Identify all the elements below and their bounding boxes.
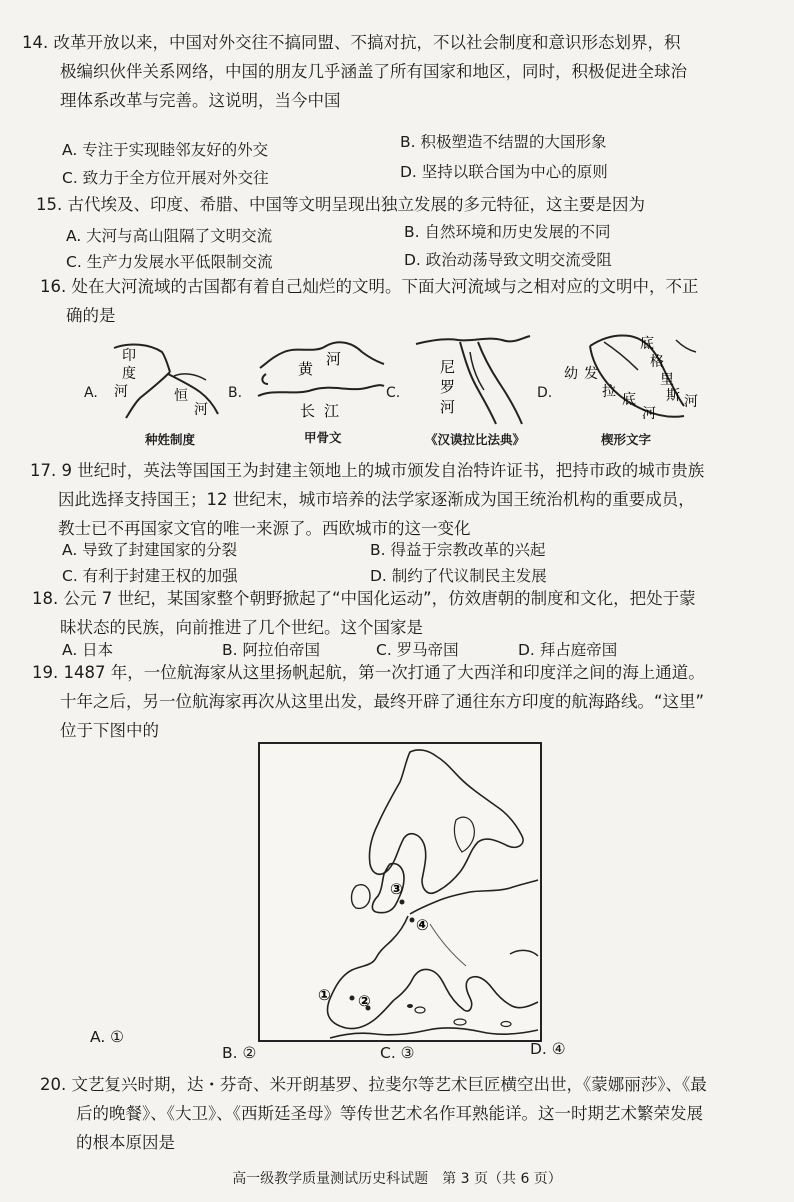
- question-20-line-2: 后的晚餐》、《大卫》、《西斯廷圣母》等传世艺术名作耳熟能详。这一时期艺术繁荣发展: [76, 1104, 703, 1123]
- question-14-line-2: 极编织伙伴关系网络，中国的朋友几乎涵盖了所有国家和地区，同时，积极促进全球治: [60, 62, 687, 81]
- q15-option-b[interactable]: B. 自然环境和历史发展的不同: [404, 223, 611, 241]
- q16-d-label-5: 河: [642, 406, 656, 422]
- q17-option-a[interactable]: A. 导致了封建国家的分裂: [62, 541, 238, 559]
- q16-a-label-1: 印: [122, 348, 136, 364]
- q16-a-label-2: 度: [122, 366, 136, 382]
- q16-d-label-8: 里: [660, 372, 674, 388]
- question-14-line-1: 14. 改革开放以来，中国对外交往不搞同盟、不搞对抗，不以社会制度和意识形态划界，积: [22, 33, 681, 52]
- q16-d-label-1: 幼: [564, 366, 578, 382]
- q16-a-label-5: 河: [194, 402, 208, 418]
- question-14-line-3: 理体系改革与完善。这说明，当今中国: [60, 91, 341, 110]
- q16-figure-d-caption: 楔形文字: [601, 432, 652, 447]
- map-marker-1[interactable]: ①: [318, 986, 331, 1004]
- q19-option-c[interactable]: C. ③: [380, 1044, 415, 1062]
- q16-a-label-4: 恒: [174, 388, 188, 404]
- q16-d-label-7: 格: [650, 354, 664, 370]
- q16-b-label-3: 长: [300, 402, 316, 420]
- question-19-line-1: 19. 1487 年，一位航海家从这里扬帆起航，第一次打通了大西洋和印度洋之间的海上通道。: [32, 663, 705, 682]
- q14-option-d[interactable]: D. 坚持以联合国为中心的原则: [400, 163, 608, 181]
- q16-figure-a-caption: 种姓制度: [145, 432, 196, 447]
- q16-d-label-2: 发: [584, 366, 598, 382]
- question-16: [40, 272, 699, 330]
- q18-option-a[interactable]: A. 日本: [62, 641, 114, 659]
- q19-option-a[interactable]: A. ①: [90, 1028, 125, 1046]
- question-15: [36, 190, 645, 219]
- question-19: [32, 658, 705, 745]
- question-17-line-2: 因此选择支持国王；12 世纪末，城市培养的法学家逐渐成为国王统治机构的重要成员，: [58, 490, 695, 509]
- q16-figure-c-letter[interactable]: C.: [386, 385, 401, 401]
- question-20: [40, 1070, 707, 1157]
- q19-option-b[interactable]: B. ②: [222, 1044, 257, 1062]
- question-16-line-2: 确的是: [66, 306, 116, 325]
- question-20-line-3: 的根本原因是: [76, 1133, 175, 1152]
- q16-d-label-10: 河: [684, 394, 698, 410]
- question-19-line-3: 位于下图中的: [60, 721, 159, 740]
- q16-a-label-3: 河: [114, 384, 128, 400]
- question-15-line-1: 15. 古代埃及、印度、希腊、中国等文明呈现出独立发展的多元特征，这主要是因为: [36, 195, 645, 214]
- q14-option-b[interactable]: B. 积极塑造不结盟的大国形象: [400, 133, 607, 151]
- q16-c-label-3: 河: [440, 398, 456, 416]
- q17-option-c[interactable]: C. 有利于封建王权的加强: [62, 567, 238, 585]
- q16-b-label-1: 黄: [298, 360, 314, 378]
- q16-figure-d-map: [556, 326, 702, 426]
- q16-c-label-2: 罗: [440, 378, 456, 396]
- q18-option-b[interactable]: B. 阿拉伯帝国: [222, 641, 320, 659]
- q16-d-label-3: 拉: [602, 384, 616, 400]
- map-marker-4[interactable]: ④: [416, 916, 429, 934]
- q15-option-a[interactable]: A. 大河与高山阻隔了文明交流: [66, 227, 273, 245]
- q16-d-label-6: 底: [640, 336, 654, 352]
- question-17-line-1: 17. 9 世纪时，英法等国国王为封建主领地上的城市颁发自治特许证书，把持市政的城市贵族: [30, 461, 705, 480]
- q18-option-c[interactable]: C. 罗马帝国: [376, 641, 459, 659]
- question-18-line-2: 昧状态的民族，向前推进了几个世纪。这个国家是: [60, 618, 423, 637]
- q16-c-label-1: 尼: [440, 358, 456, 376]
- q15-option-d[interactable]: D. 政治动荡导致文明交流受阻: [404, 251, 612, 269]
- q16-d-label-4: 底: [622, 392, 636, 408]
- q15-option-c[interactable]: C. 生产力发展水平低限制交流: [66, 253, 273, 271]
- q16-figure-b-caption: 甲骨文: [304, 430, 342, 445]
- q14-option-c[interactable]: C. 致力于全方位开展对外交往: [62, 169, 269, 187]
- q17-option-b[interactable]: B. 得益于宗教改革的兴起: [370, 541, 546, 559]
- q18-option-d[interactable]: D. 拜占庭帝国: [518, 641, 618, 659]
- europe-map-drawing: [260, 744, 540, 1040]
- page-footer: 高一级教学质量测试历史科试题 第 3 页（共 6 页）: [232, 1171, 562, 1187]
- europe-map: [258, 742, 542, 1042]
- q16-b-label-2: 河: [326, 350, 342, 368]
- map-marker-3[interactable]: ③: [390, 880, 403, 898]
- q14-option-a[interactable]: A. 专注于实现睦邻友好的外交: [62, 141, 269, 159]
- question-17-line-3: 教士已不再国家文官的唯一来源了。西欧城市的这一变化: [58, 519, 471, 538]
- q17-option-d[interactable]: D. 制约了代议制民主发展: [370, 567, 547, 585]
- q16-b-label-4: 江: [324, 402, 340, 420]
- question-20-line-1: 20. 文艺复兴时期，达・芬奇、米开朗基罗、拉斐尔等艺术巨匠横空出世，《蒙娜丽莎》、《最: [40, 1075, 707, 1094]
- q16-figure-a-letter[interactable]: A.: [84, 385, 98, 401]
- q16-figure-c-caption: 《汉谟拉比法典》: [425, 432, 526, 447]
- question-18-line-1: 18. 公元 7 世纪，某国家整个朝野掀起了“中国化运动”，仿效唐朝的制度和文化，把处于蒙: [32, 589, 696, 608]
- question-14: [22, 28, 687, 115]
- q16-d-label-9: 斯: [666, 388, 680, 404]
- question-17: [30, 456, 704, 543]
- q16-figure-b-letter[interactable]: B.: [228, 385, 243, 401]
- q16-figure-b-map: [254, 334, 386, 424]
- q16-figure-c-map: [412, 330, 532, 426]
- map-marker-2[interactable]: ②: [358, 992, 371, 1010]
- q19-option-d[interactable]: D. ④: [530, 1040, 566, 1058]
- q16-figure-d-letter[interactable]: D.: [537, 385, 553, 401]
- question-19-line-2: 十年之后，另一位航海家再次从这里出发，最终开辟了通往东方印度的航海路线。“这里”: [60, 692, 705, 711]
- q16-figure-a-map: [110, 338, 222, 420]
- question-18: [32, 584, 696, 642]
- question-16-line-1: 16. 处在大河流域的古国都有着自己灿烂的文明。下面大河流域与之相对应的文明中，不正: [40, 277, 699, 296]
